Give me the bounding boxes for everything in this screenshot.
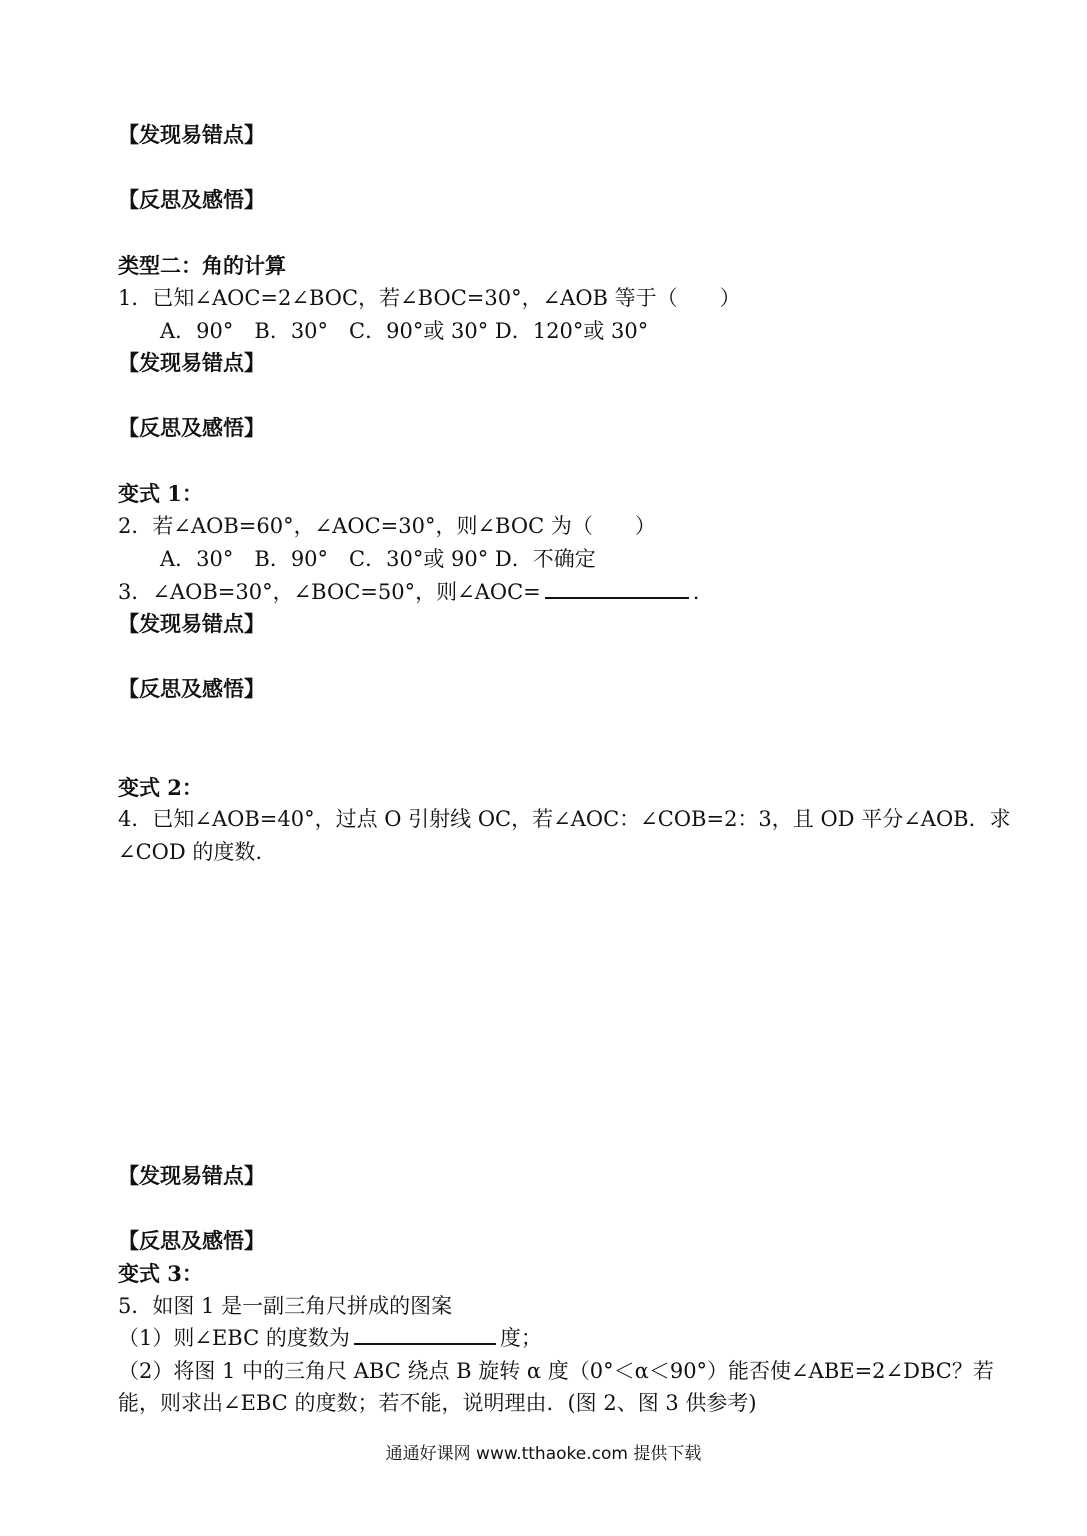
section2-find-mistakes: 【发现易错点】 [118, 350, 265, 375]
question-5-part1-blank [354, 1325, 496, 1345]
section3-find-mistakes: 【发现易错点】 [118, 611, 265, 636]
section1-find-mistakes: 【发现易错点】 [118, 122, 265, 147]
section2-reflection: 【反思及感悟】 [118, 415, 265, 440]
footer-credit: 通通好课网 www.tthaoke.com 提供下载 [385, 1444, 702, 1464]
section1-reflection: 【反思及感悟】 [118, 187, 265, 212]
section4-find-mistakes: 【发现易错点】 [118, 1163, 265, 1188]
question-3-blank [545, 579, 689, 599]
variant-2-heading: 变式 2： [118, 775, 203, 800]
question-5-part2-line1: （2）将图 1 中的三角尺 ABC 绕点 B 旋转 α 度（0°＜α＜90°）能否使∠ABE=2∠DBC？若 [118, 1359, 994, 1383]
question-5-part1 [118, 1324, 542, 1352]
question-3 [118, 578, 699, 606]
question-5: 5．如图 1 是一副三角尺拼成的图案 [118, 1294, 453, 1318]
question-2-options: A．30° B．90° C．30°或 90° D．不确定 [160, 547, 596, 571]
question-2: 2．若∠AOB=60°，∠AOC=30°，则∠BOC 为（ ） [118, 514, 656, 538]
question-5-part2-line2: 能，则求出∠EBC 的度数；若不能，说明理由．(图 2、图 3 供参考) [118, 1391, 757, 1415]
question-4-line1: 4．已知∠AOB=40°，过点 O 引射线 OC，若∠AOC：∠COB=2：3，且 OD 平分∠AOB．求 [118, 807, 1011, 831]
question-3-text: 3．∠AOB=30°，∠BOC=50°，则∠AOC= [118, 580, 541, 604]
question-5-part1-end: 度； [499, 1326, 542, 1350]
section3-reflection: 【反思及感悟】 [118, 676, 265, 701]
section4-reflection: 【反思及感悟】 [118, 1228, 265, 1253]
question-5-part1-text: （1）则∠EBC 的度数为 [118, 1326, 350, 1350]
variant-3-heading: 变式 3： [118, 1261, 203, 1286]
question-1-options: A．90° B．30° C．90°或 30° D．120°或 30° [160, 319, 649, 343]
variant-1-heading: 变式 1： [118, 481, 203, 506]
type2-heading: 类型二：角的计算 [118, 253, 286, 278]
question-4-line2: ∠COD 的度数. [118, 840, 263, 864]
question-1: 1．已知∠AOC=2∠BOC，若∠BOC=30°，∠AOB 等于（ ） [118, 286, 741, 310]
question-3-end: . [692, 580, 700, 604]
